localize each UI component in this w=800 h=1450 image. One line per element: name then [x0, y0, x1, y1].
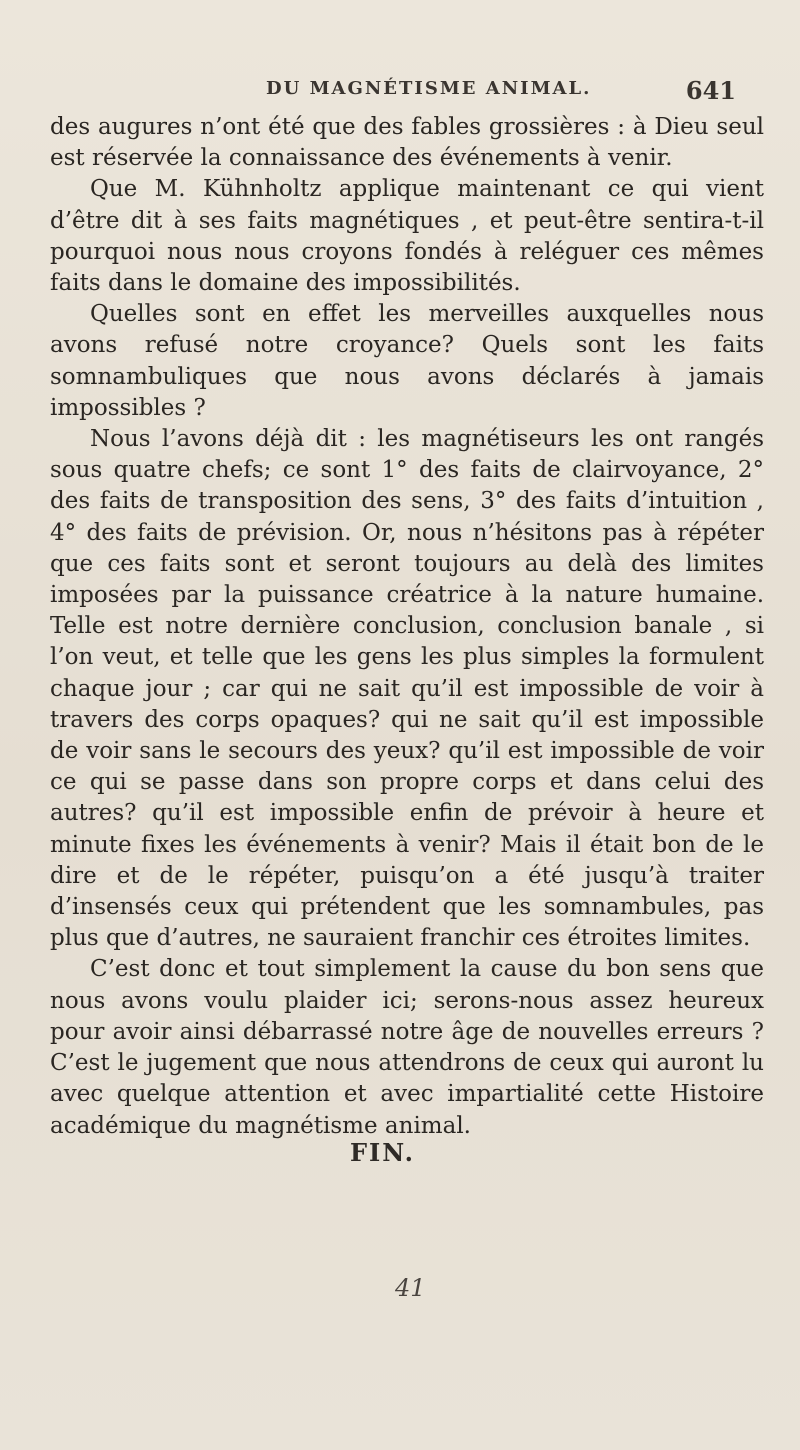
body-text	[50, 112, 764, 1142]
end-mark: FIN.	[350, 1138, 416, 1167]
paragraph-kuhnholtz: Que M. Kühnholtz applique maintenant ce qui vient d’être dit à ses faits magnétiques , et peut-être sentira-t-il pourquoi nous nous croyons fondés à reléguer ces mêmes faits dans le domaine des impossibilités.	[50, 176, 764, 297]
signature-mark: 41	[395, 1274, 426, 1302]
paragraph-merveilles: Quelles sont en effet les merveilles auxquelles nous avons refusé notre croyance? Quels sont les faits somnambuliques que nous avons déclarés à jamais impossibles ?	[50, 301, 764, 421]
page-header	[60, 76, 740, 112]
running-head: DU MAGNÉTISME ANIMAL.	[266, 78, 592, 99]
paragraph-continuation: des augures n’ont été que des fables grossières : à Dieu seul est réservée la connaissance des événements à venir.	[50, 114, 764, 172]
paragraph-conclusion: C’est donc et tout simplement la cause du bon sens que nous avons voulu plaider ici; serons-nous assez heureux pour avoir ainsi débarrassé notre âge de nouvelles erreurs ? C’est le jugement que nous attendrons de ceux qui auront lu avec quelque attention et avec impartialité cette Histoire académique du magnétisme animal.	[50, 956, 764, 1139]
paragraph-quatre-chefs: Nous l’avons déjà dit : les magnétiseurs les ont rangés sous quatre chefs; ce sont 1° des faits de clairvoyance, 2° des faits de transposition des sens, 3° des faits d’intuition , 4° des faits de prévision. Or, nous n’hésitons pas à répéter que ces faits sont et seront toujours au delà des limites imposées par la puissance créatrice à la nature humaine. Telle est notre dernière conclusion, conclusion banale , si l’on veut, et telle que les gens les plus simples la formulent chaque jour ; car qui ne sait qu’il est impossible de voir à travers des corps opaques? qui ne sait qu’il est impossible de voir sans le secours des yeux? qu’il est impossible de voir ce qui se passe dans son propre corps et dans celui des autres? qu’il est impossible enfin de prévoir à heure et minute fixes les événements à venir? Mais il était bon de le dire et de le répéter, puisqu’on a été jusqu’à traiter d’insensés ceux qui prétendent que les somnambules, pas plus que d’autres, ne sauraient franchir ces étroites limites.	[50, 426, 764, 952]
page-number: 641	[685, 76, 736, 105]
